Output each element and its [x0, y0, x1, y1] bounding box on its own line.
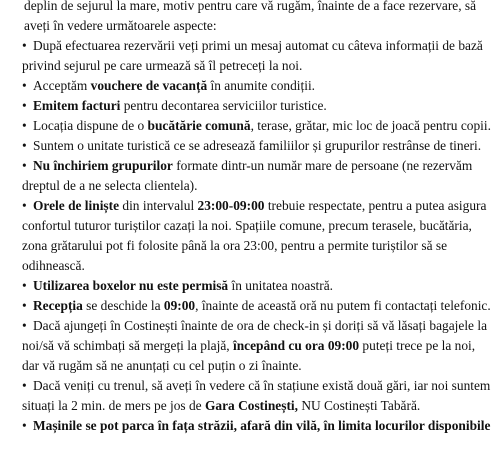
- list-item: [0, 276, 472, 296]
- text-run: situați la 2 min. de mers pe jos de: [22, 398, 205, 413]
- text-run: puteți trece pe la noi,: [359, 338, 476, 353]
- bold-text: Mașinile se pot parca în fața străzii, afară din vilă, în limita locurilor disponibile: [33, 418, 491, 433]
- bullet-icon: •: [22, 418, 27, 433]
- text-run: , terase, grătar, mic loc de joacă pentru copii.: [250, 118, 491, 133]
- text-run: Acceptăm: [33, 78, 91, 93]
- text-run: din intervalul: [119, 198, 198, 213]
- text-run: în anumite condiții.: [207, 78, 316, 93]
- list-item-continuation: [0, 216, 472, 236]
- text-run: dreptul de a ne selecta clientela).: [22, 178, 198, 193]
- text-run: pentru decontarea serviciilor turistice.: [120, 98, 327, 113]
- bullet-icon: •: [22, 138, 27, 153]
- text-run: După efectuarea rezervării veți primi un mesaj automat cu câteva informații de bază: [33, 38, 483, 53]
- text-run: deplin de sejurul la mare, motiv pentru care vă rugăm, înainte de a face rezervare, să: [24, 0, 477, 13]
- text-run: în unitatea noastră.: [228, 278, 333, 293]
- text-run: zona grătarului pot fi folosite până la ora 23:00, pentru a permite turiștilor să se: [22, 238, 448, 253]
- bullet-icon: •: [22, 378, 27, 393]
- text-run: Suntem o unitate turistică ce se adresează familiilor și grupurilor restrânse de tineri.: [33, 138, 482, 153]
- text-run: NU Costinești Tabără.: [297, 398, 421, 413]
- bold-text: 09:00: [163, 298, 196, 313]
- intro-line: [0, 16, 474, 36]
- bold-text: 23:00-09:00: [197, 198, 265, 213]
- text-run: , înainte de această oră nu putem fi contactați telefonic.: [195, 298, 491, 313]
- list-item: [0, 96, 472, 116]
- list-item: [0, 416, 491, 436]
- list-item: [0, 156, 472, 176]
- list-item-continuation: [0, 396, 472, 416]
- text-run: Dacă ajungeți în Costinești înainte de ora de check-in și doriți să vă lăsați bagajele la: [33, 318, 488, 333]
- intro-line: [0, 0, 477, 16]
- bullet-icon: •: [22, 198, 27, 213]
- list-item: [0, 316, 488, 336]
- list-item: [0, 376, 491, 396]
- bullet-icon: •: [22, 118, 27, 133]
- list-item: [0, 116, 491, 136]
- list-item: [0, 36, 483, 56]
- text-run: Locația dispune de o: [33, 118, 148, 133]
- text-run: aveți în vedere următoarele aspecte:: [24, 18, 217, 33]
- list-item-continuation: [0, 256, 472, 276]
- bullet-icon: •: [22, 278, 27, 293]
- list-item: [0, 76, 472, 96]
- text-run: Dacă veniți cu trenul, să aveți în vedere că în stațiune există două gări, iar noi suntem: [33, 378, 491, 393]
- list-item-continuation: [0, 336, 476, 356]
- bold-text: începând cu ora 09:00: [232, 338, 360, 353]
- text-run: confortul tuturor turiștilor cazați la noi. Spațiile comune, precum terasele, bucătăria,: [22, 218, 472, 233]
- bullet-icon: •: [22, 78, 27, 93]
- bullet-icon: •: [22, 98, 27, 113]
- bold-text: bucătărie comună: [147, 118, 251, 133]
- list-item: [0, 136, 482, 156]
- bold-text: Orele de liniște: [33, 198, 120, 213]
- bullet-icon: •: [22, 298, 27, 313]
- text-run: dar vă rugăm să ne anunțați cu cel puțin o zi înainte.: [22, 358, 302, 373]
- text-run: privind sejurul pe care urmează să îl petreceți la noi.: [22, 58, 303, 73]
- bold-text: vouchere de vacanță: [90, 78, 208, 93]
- list-item-continuation: [0, 176, 472, 196]
- list-item-continuation: [0, 56, 472, 76]
- text-run: se deschide la: [82, 298, 164, 313]
- bold-text: Recepția: [33, 298, 83, 313]
- list-item: [0, 296, 491, 316]
- bullet-icon: •: [22, 318, 27, 333]
- text-run: trebuie respectate, pentru a putea asigura: [264, 198, 487, 213]
- bold-text: Utilizarea boxelor nu este permisă: [33, 278, 229, 293]
- bold-text: Emitem facturi: [33, 98, 121, 113]
- bold-text: Gara Costinești,: [204, 398, 298, 413]
- text-run: noi/să vă schimbați să mergeți la plajă,: [22, 338, 233, 353]
- text-run: formate dintr-un număr mare de persoane (ne rezervăm: [172, 158, 473, 173]
- bullet-icon: •: [22, 158, 27, 173]
- list-item-continuation: [0, 356, 472, 376]
- list-item-continuation: [0, 236, 472, 256]
- bold-text: Nu închiriem grupurilor: [33, 158, 173, 173]
- text-run: odihnească.: [22, 258, 85, 273]
- bullet-icon: •: [22, 38, 27, 53]
- list-item: [0, 196, 487, 216]
